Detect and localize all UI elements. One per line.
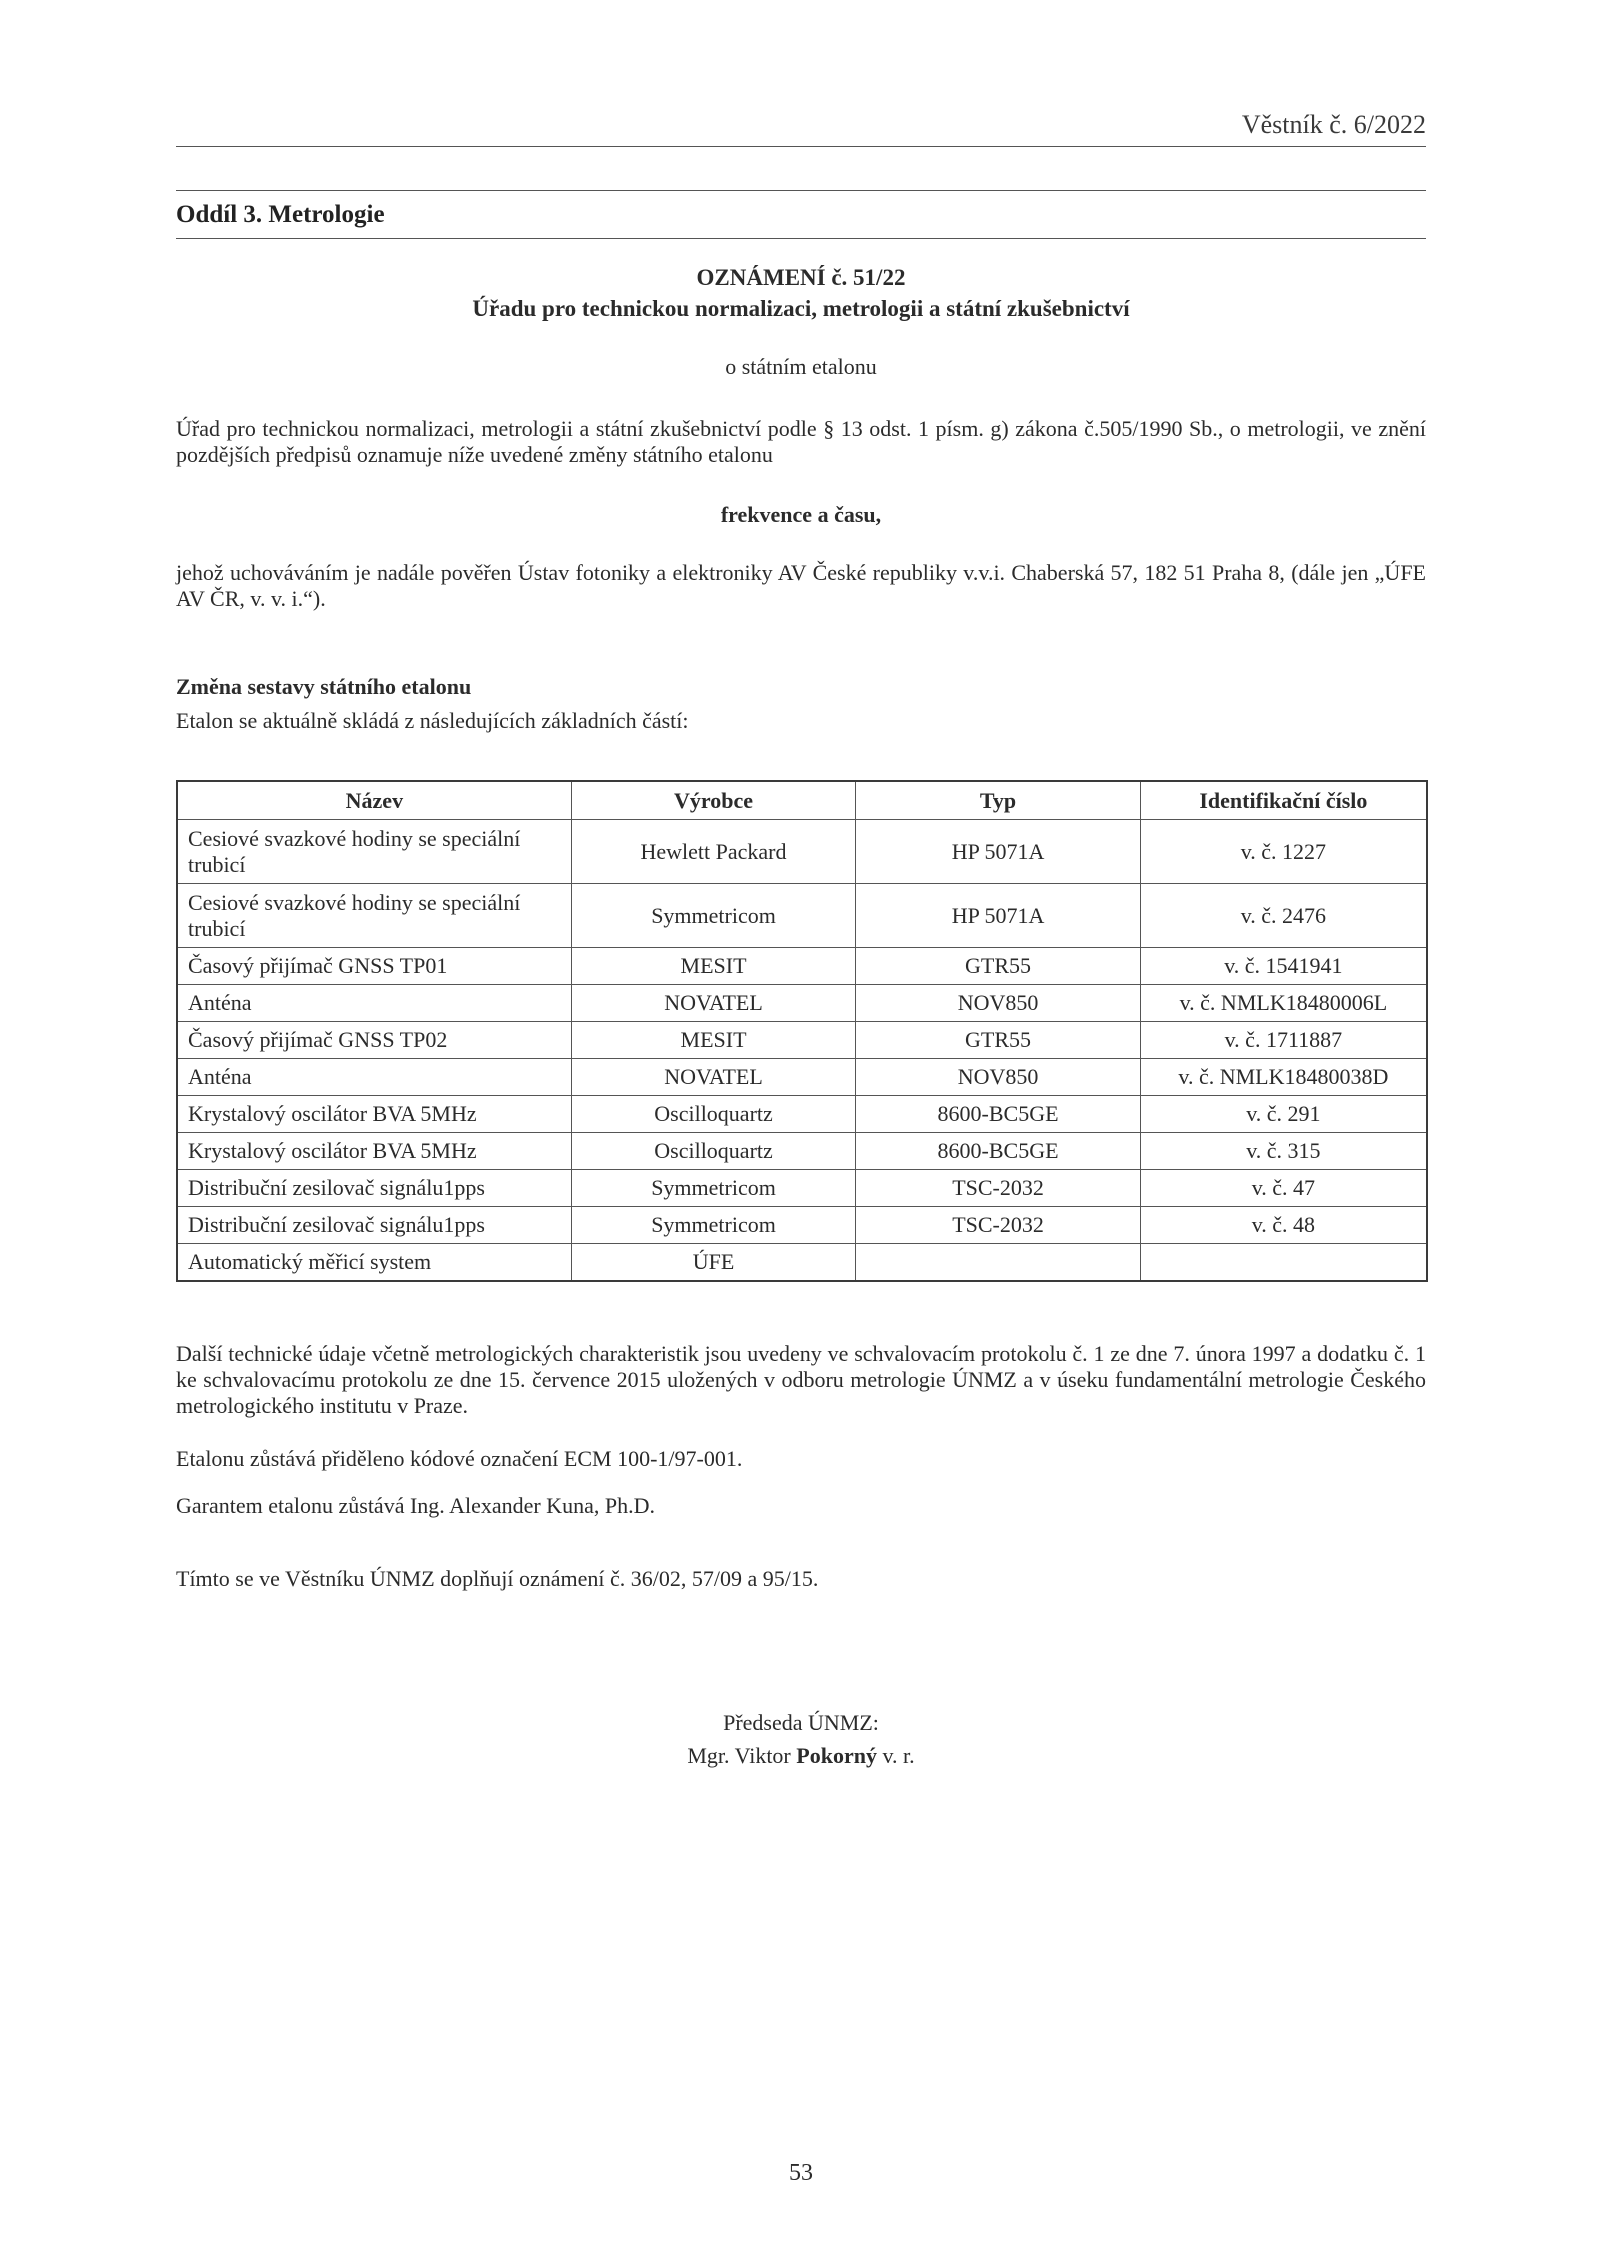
table-row xyxy=(177,884,1427,948)
cell-id: v. č. 47 xyxy=(1140,1170,1427,1207)
cell-manufacturer: Hewlett Packard xyxy=(571,820,856,884)
announcement-number: OZNÁMENÍ č. 51/22 xyxy=(696,265,906,290)
signature-suffix: v. r. xyxy=(882,1743,915,1768)
cell-manufacturer: Symmetricom xyxy=(571,884,856,948)
cell-id: v. č. 1711887 xyxy=(1140,1022,1427,1059)
table-row xyxy=(177,1207,1427,1244)
cell-type: NOV850 xyxy=(856,1059,1140,1096)
cell-name: Krystalový oscilátor BVA 5MHz xyxy=(177,1096,571,1133)
cell-manufacturer: NOVATEL xyxy=(571,1059,856,1096)
technical-note: Další technické údaje včetně metrologických charakteristik jsou uvedeny ve schvalovacím protokolu č. 1 ze dne 7. února 1997 a dodatku č. 1 ke schvalovacímu protokolu ze dne 15. července 2015 uložených v odboru metrologie ÚNMZ a v úseku fundamentální metrologie Českého metrologického institutu v Praze. xyxy=(176,1341,1426,1418)
cell-name: Anténa xyxy=(177,1059,571,1096)
cell-manufacturer: ÚFE xyxy=(571,1244,856,1282)
cell-manufacturer: Oscilloquartz xyxy=(571,1096,856,1133)
guarantor-note: Garantem etalonu zůstává Ing. Alexander Kuna, Ph.D. xyxy=(176,1493,655,1518)
etalon-table xyxy=(176,780,1428,1282)
section-title: Oddíl 3. Metrologie xyxy=(176,201,385,228)
cell-id xyxy=(1140,1244,1427,1282)
column-header-id: Identifikační číslo xyxy=(1140,781,1427,820)
cell-type: 8600-BC5GE xyxy=(856,1096,1140,1133)
table-row xyxy=(177,820,1427,884)
announcement-office: Úřadu pro technickou normalizaci, metrologii a státní zkušebnictví xyxy=(472,296,1130,321)
cell-manufacturer: NOVATEL xyxy=(571,985,856,1022)
cell-manufacturer: Symmetricom xyxy=(571,1170,856,1207)
cell-type: TSC-2032 xyxy=(856,1170,1140,1207)
supplement-note: Tímto se ve Věstníku ÚNMZ doplňují oznámení č. 36/02, 57/09 a 95/15. xyxy=(176,1566,819,1591)
code-note: Etalonu zůstává přiděleno kódové označení ECM 100-1/97-001. xyxy=(176,1446,743,1471)
cell-type: GTR55 xyxy=(856,1022,1140,1059)
cell-id: v. č. 48 xyxy=(1140,1207,1427,1244)
signature-block xyxy=(176,1706,1426,1772)
section-rule-top xyxy=(176,190,1426,191)
column-header-name: Název xyxy=(177,781,571,820)
cell-manufacturer: Symmetricom xyxy=(571,1207,856,1244)
cell-name: Automatický měřicí system xyxy=(177,1244,571,1282)
table-row xyxy=(177,1133,1427,1170)
column-header-type: Typ xyxy=(856,781,1140,820)
change-intro: Etalon se aktuálně skládá z následujících základních částí: xyxy=(176,708,689,733)
change-heading: Změna sestavy státního etalonu xyxy=(176,674,472,699)
cell-manufacturer: MESIT xyxy=(571,948,856,985)
cell-type: HP 5071A xyxy=(856,884,1140,948)
cell-manufacturer: MESIT xyxy=(571,1022,856,1059)
cell-id: v. č. NMLK18480038D xyxy=(1140,1059,1427,1096)
signature-role: Předseda ÚNMZ: xyxy=(723,1710,879,1735)
cell-id: v. č. 1541941 xyxy=(1140,948,1427,985)
cell-type: 8600-BC5GE xyxy=(856,1133,1140,1170)
announcement-subject: o státním etalonu xyxy=(725,354,877,379)
keeper-paragraph: jehož uchováváním je nadále pověřen Ústav fotoniky a elektroniky AV České republiky v.v.i. Chaberská 57, 182 51 Praha 8, (dále jen „ÚFE AV ČR, v. v. i.“). xyxy=(176,560,1426,611)
cell-id: v. č. 291 xyxy=(1140,1096,1427,1133)
cell-manufacturer: Oscilloquartz xyxy=(571,1133,856,1170)
column-header-manufacturer: Výrobce xyxy=(571,781,856,820)
cell-type: TSC-2032 xyxy=(856,1207,1140,1244)
signature-prefix: Mgr. Viktor xyxy=(687,1743,791,1768)
intro-paragraph: Úřad pro technickou normalizaci, metrologii a státní zkušebnictví podle § 13 odst. 1 písm. g) zákona č.505/1990 Sb., o metrologii, ve znění pozdějších předpisů oznamuje níže uvedené změny státního etalonu xyxy=(176,416,1426,467)
cell-name: Krystalový oscilátor BVA 5MHz xyxy=(177,1133,571,1170)
quantity-heading: frekvence a času, xyxy=(720,502,882,527)
cell-id: v. č. 2476 xyxy=(1140,884,1427,948)
cell-name: Časový přijímač GNSS TP02 xyxy=(177,1022,571,1059)
cell-type: HP 5071A xyxy=(856,820,1140,884)
table-row xyxy=(177,948,1427,985)
table-row xyxy=(177,1059,1427,1096)
table-row xyxy=(177,1244,1427,1282)
journal-issue: Věstník č. 6/2022 xyxy=(1241,110,1426,139)
signature-name xyxy=(176,1739,1426,1772)
page-number: 53 xyxy=(789,2160,813,2186)
table-row xyxy=(177,1170,1427,1207)
cell-name: Distribuční zesilovač signálu1pps xyxy=(177,1170,571,1207)
cell-type: GTR55 xyxy=(856,948,1140,985)
table-row xyxy=(177,1096,1427,1133)
cell-name: Časový přijímač GNSS TP01 xyxy=(177,948,571,985)
cell-name: Cesiové svazkové hodiny se speciální trubicí xyxy=(177,884,571,948)
table-row xyxy=(177,1022,1427,1059)
cell-id: v. č. 315 xyxy=(1140,1133,1427,1170)
cell-type: NOV850 xyxy=(856,985,1140,1022)
section-rule-bottom xyxy=(176,238,1426,239)
cell-name: Distribuční zesilovač signálu1pps xyxy=(177,1207,571,1244)
table-header-row xyxy=(177,781,1427,820)
header-rule xyxy=(176,146,1426,147)
cell-id: v. č. 1227 xyxy=(1140,820,1427,884)
cell-name: Cesiové svazkové hodiny se speciální trubicí xyxy=(177,820,571,884)
cell-id: v. č. NMLK18480006L xyxy=(1140,985,1427,1022)
signature-surname: Pokorný xyxy=(796,1743,877,1768)
cell-name: Anténa xyxy=(177,985,571,1022)
table-row xyxy=(177,985,1427,1022)
cell-type xyxy=(856,1244,1140,1282)
